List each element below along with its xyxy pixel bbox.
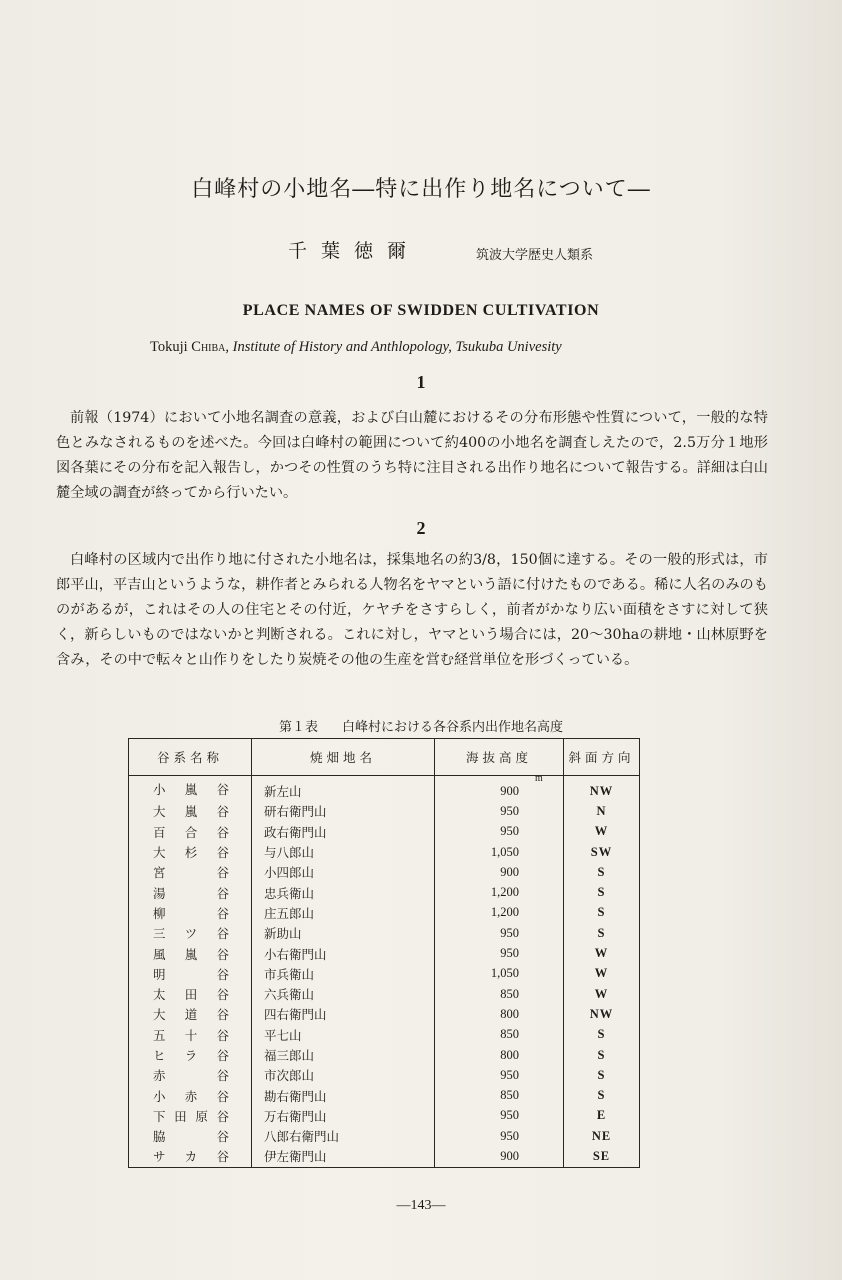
- table-caption-text: 白峰村における各谷系内出作地名高度: [342, 720, 564, 735]
- valley-cell: 三ツ谷: [129, 923, 252, 943]
- valley-cell: 湯 谷: [129, 882, 252, 902]
- direction-cell: N: [596, 803, 607, 818]
- table-row: [129, 1085, 640, 1105]
- valley-cell: 宮 谷: [129, 862, 252, 882]
- section-number-2: 2: [416, 518, 426, 538]
- altitude-cell: 950: [435, 943, 564, 963]
- table-number: 第１表: [278, 720, 318, 735]
- altitude-cell: 1,200: [435, 903, 564, 923]
- field-name-cell: 平七山: [252, 1025, 435, 1045]
- direction-cell: NW: [589, 783, 614, 798]
- table-row: [129, 984, 640, 1004]
- table-caption: [0, 716, 842, 735]
- valley-cell: ヒラ谷: [129, 1045, 252, 1065]
- valley-cell: 明 谷: [129, 964, 252, 984]
- author-family-name: Chiba: [191, 339, 226, 355]
- valley-cell: 百合谷: [129, 822, 252, 842]
- field-name-cell: 六兵衛山: [252, 984, 435, 1004]
- direction-cell: NW: [589, 1006, 614, 1021]
- section-number-1: 1: [416, 372, 426, 392]
- article-title-ja: 白峰村の小地名―特に出作り地名について―: [191, 177, 651, 202]
- section-1-paragraph: 前報（1974）において小地名調査の意義，および白山麓におけるその分布形態や性質について，一般的な特色とみなされるものを述べた。今回は白峰村の範囲について約400の小地名を調査しえたので，2.5万分１地形図各葉にその分布を記入報告し，かつその性質のうち特に注目される出作り地名について報告する。詳細は白山麓全域の調査が終ってから行いたい。: [56, 410, 768, 501]
- valley-cell: 脇 谷: [129, 1126, 252, 1146]
- direction-cell: S: [597, 864, 606, 879]
- valley-cell: 小赤谷: [129, 1085, 252, 1105]
- field-name-cell: 小右衛門山: [252, 943, 435, 963]
- valley-cell: 五十谷: [129, 1025, 252, 1045]
- valley-cell: 大道谷: [129, 1004, 252, 1024]
- field-name-cell: 与八郎山: [252, 842, 435, 862]
- altitude-cell: 950: [435, 1065, 564, 1085]
- altitude-cell: 900: [435, 1146, 564, 1167]
- altitude-cell: 800: [435, 1004, 564, 1024]
- valley-cell: 小嵐谷: [129, 776, 252, 802]
- altitude-cell: 950: [435, 801, 564, 821]
- table-header-row: [129, 739, 640, 776]
- direction-cell: S: [597, 1067, 606, 1082]
- direction-cell: S: [597, 885, 606, 900]
- altitude-cell: 900: [435, 862, 564, 882]
- author-given-name: Tokuji: [150, 339, 192, 355]
- altitude-cell: 900: [435, 776, 564, 802]
- field-name-cell: 政右衛門山: [252, 822, 435, 842]
- field-name-cell: 勘右衛門山: [252, 1085, 435, 1105]
- altitude-cell: 950: [435, 1126, 564, 1146]
- direction-cell: W: [594, 986, 609, 1001]
- page-number: ―143―: [396, 1198, 446, 1213]
- altitude-unit: m: [535, 773, 543, 784]
- valley-cell: 赤 谷: [129, 1065, 252, 1085]
- field-name-cell: 新左山: [252, 776, 435, 802]
- field-name-cell: 万右衛門山: [252, 1106, 435, 1126]
- field-name-cell: 研右衛門山: [252, 801, 435, 821]
- valley-cell: 太田谷: [129, 984, 252, 1004]
- affiliation-ja: 筑波大学歴史人類系: [476, 248, 594, 263]
- table-row: [129, 776, 640, 802]
- author-line-en: [150, 339, 562, 356]
- altitude-cell: 1,050: [435, 842, 564, 862]
- header-direction: 斜面方向: [564, 739, 640, 776]
- table-row: [129, 862, 640, 882]
- altitude-cell: 950: [435, 923, 564, 943]
- direction-cell: E: [596, 1108, 607, 1123]
- table-row: [129, 1106, 640, 1126]
- altitude-cell: 850: [435, 1025, 564, 1045]
- field-name-cell: 小四郎山: [252, 862, 435, 882]
- field-name-cell: 福三郎山: [252, 1045, 435, 1065]
- direction-cell: SE: [592, 1148, 611, 1163]
- table-row: [129, 923, 640, 943]
- direction-cell: W: [594, 824, 609, 839]
- altitude-cell: 800: [435, 1045, 564, 1065]
- altitude-cell: 850: [435, 984, 564, 1004]
- valley-cell: 風嵐谷: [129, 943, 252, 963]
- direction-cell: S: [597, 1088, 606, 1103]
- section-2-paragraph: 白峰村の区域内で出作り地に付された小地名は，採集地名の約3/8，150個に達する。その一般的形式は，市郎平山，平吉山というような，耕作者とみられる人物名をヤマという語に付けたものである。稀に人名のみのものがあるが，これはその人の住宅とその付近，ケヤチをさすらしく，前者がかなり広い面積をさすに対して狭く，新らしいものではないかと判断される。これに対し，ヤマという場合には，20～30haの耕地・山林原野を含み，その中で転々と山作りをしたり炭焼その他の生産を営む経営単位を形づくっている。: [56, 552, 768, 668]
- direction-cell: S: [597, 925, 606, 940]
- table-row: [129, 842, 640, 862]
- direction-cell: SW: [590, 844, 613, 859]
- table-row: [129, 1146, 640, 1167]
- table-row: [129, 903, 640, 923]
- altitude-cell: 850: [435, 1085, 564, 1105]
- direction-cell: NE: [591, 1128, 612, 1143]
- affiliation-en: , Institute of History and Anthlopology, Tsukuba Univesity: [225, 339, 562, 355]
- altitude-table: [128, 738, 640, 1168]
- field-name-cell: 伊左衛門山: [252, 1146, 435, 1167]
- header-valley: 谷系名称: [129, 739, 252, 776]
- table-row: [129, 1065, 640, 1085]
- altitude-cell: 1,050: [435, 964, 564, 984]
- field-name-cell: 八郎右衛門山: [252, 1126, 435, 1146]
- direction-cell: S: [597, 905, 606, 920]
- altitude-cell: 950: [435, 1106, 564, 1126]
- field-name-cell: 四右衛門山: [252, 1004, 435, 1024]
- table-row: [129, 822, 640, 842]
- table-row: [129, 801, 640, 821]
- article-title-en: PLACE NAMES OF SWIDDEN CULTIVATION: [242, 302, 600, 319]
- direction-cell: W: [594, 966, 609, 981]
- table-row: [129, 1126, 640, 1146]
- valley-cell: サカ谷: [129, 1146, 252, 1167]
- field-name-cell: 庄五郎山: [252, 903, 435, 923]
- table-row: [129, 964, 640, 984]
- direction-cell: W: [594, 946, 609, 961]
- valley-cell: 大杉谷: [129, 842, 252, 862]
- header-altitude: 海抜高度: [435, 739, 564, 776]
- field-name-cell: 市兵衛山: [252, 964, 435, 984]
- valley-cell: 下田原谷: [129, 1106, 252, 1126]
- table-row: [129, 1025, 640, 1045]
- direction-cell: S: [597, 1027, 606, 1042]
- table-row: [129, 943, 640, 963]
- table-row: [129, 882, 640, 902]
- author-name-ja: 千葉徳爾: [288, 240, 421, 262]
- table-row: [129, 1004, 640, 1024]
- valley-cell: 柳 谷: [129, 903, 252, 923]
- field-name-cell: 市次郎山: [252, 1065, 435, 1085]
- table-row: [129, 1045, 640, 1065]
- altitude-cell: 950: [435, 822, 564, 842]
- header-field-name: 焼畑地名: [252, 739, 435, 776]
- field-name-cell: 忠兵衛山: [252, 882, 435, 902]
- altitude-cell: 1,200: [435, 882, 564, 902]
- direction-cell: S: [597, 1047, 606, 1062]
- field-name-cell: 新助山: [252, 923, 435, 943]
- table-body: [129, 776, 640, 1168]
- valley-cell: 大嵐谷: [129, 801, 252, 821]
